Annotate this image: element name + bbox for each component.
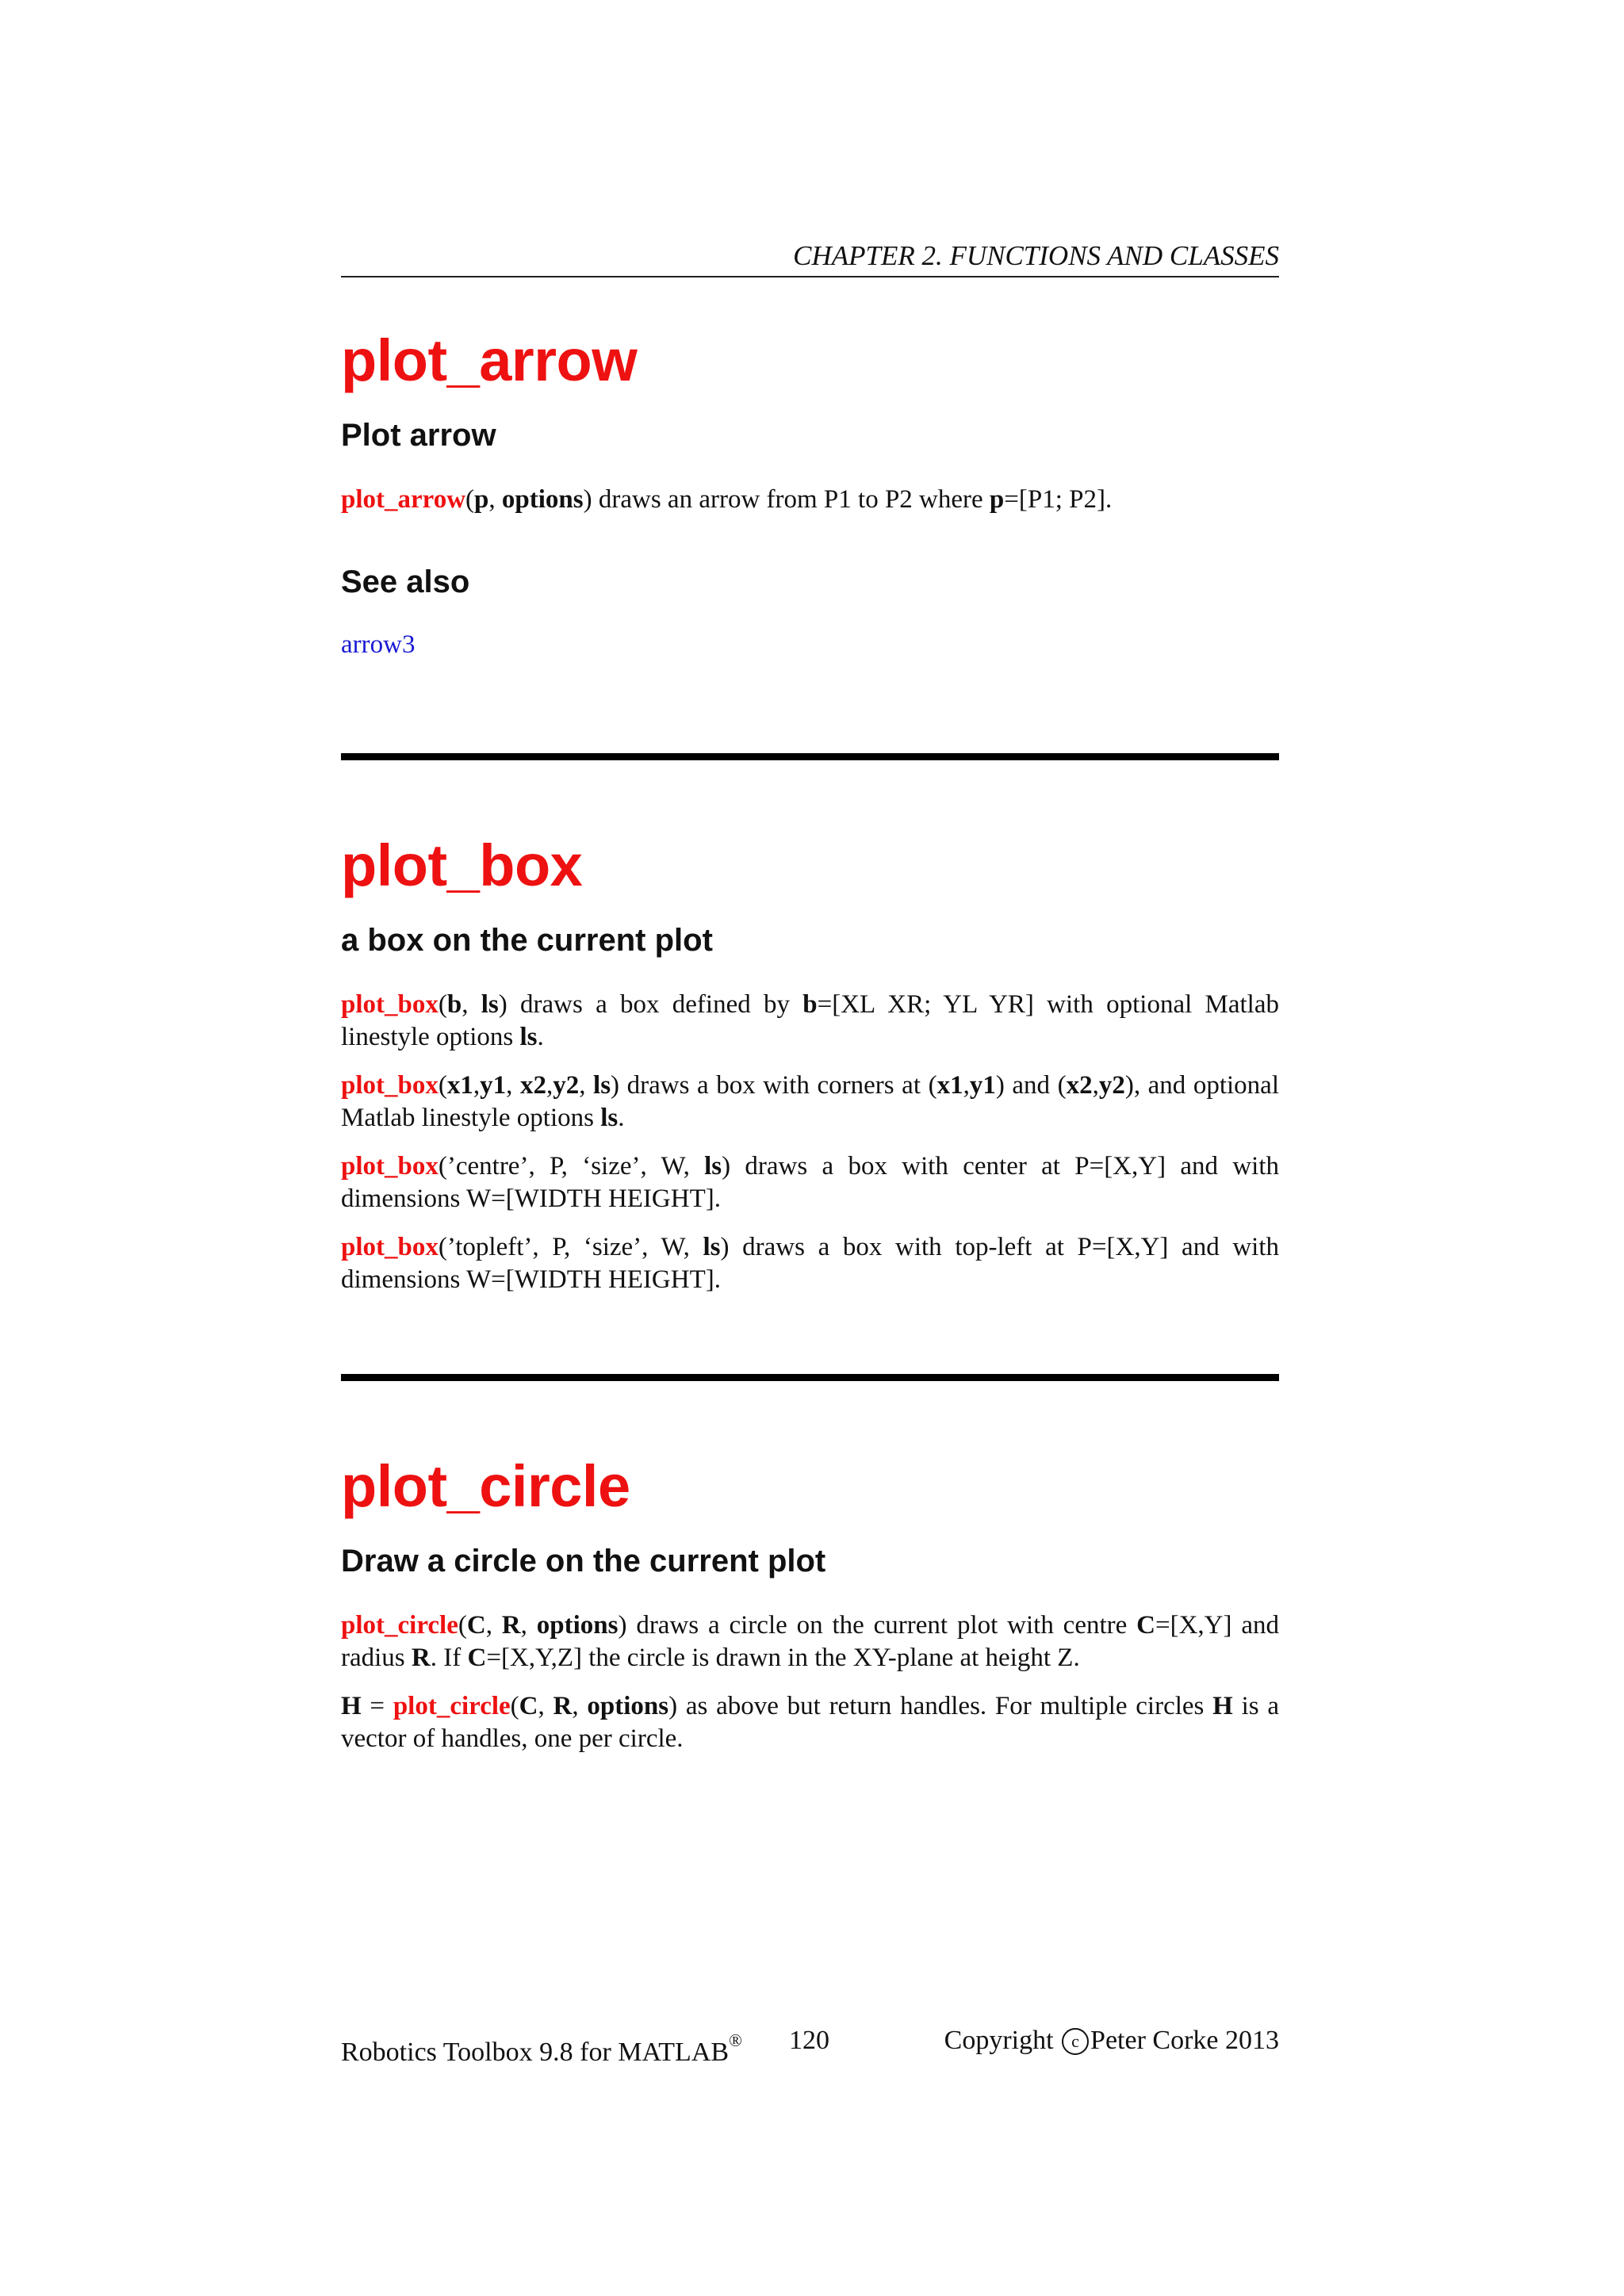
section-plot-arrow <box>341 325 1279 661</box>
description-paragraph: plot_box(’topleft’, P, ‘size’, W, ls) draws a box with top-left at P=[X,Y] and with dimensions W=[WIDTH HEIGHT]. <box>341 1233 1280 1294</box>
section-divider <box>341 1374 1279 1381</box>
function-name: plot_box <box>341 1071 439 1100</box>
footer-title: Robotics Toolbox 9.8 for MATLAB® <box>341 2030 742 2067</box>
copyright-icon: c <box>1062 2028 1089 2055</box>
section-plot-circle <box>341 1451 1279 1755</box>
footer-copyright: Copyright c Peter Corke 2013 <box>944 2026 1279 2055</box>
description-paragraph: plot_box(b, ls) draws a box defined by b=[XL XR; YL YR] with optional Matlab linestyle options ls. <box>341 990 1279 1051</box>
argument: p <box>989 485 1005 514</box>
description-paragraph: plot_box(x1,y1, x2,y2, ls) draws a box with corners at (x1,y1) and (x2,y2), and optional Matlab linestyle options ls. <box>341 1071 1280 1132</box>
function-name: plot_box <box>341 1233 439 1261</box>
description-paragraph: plot_circle(C, R, options) draws a circle on the current plot with centre C=[X,Y] and radius R. If C=[X,Y,Z] the circle is drawn in the XY-plane at height Z. <box>341 1611 1279 1672</box>
description-paragraph: H = plot_circle(C, R, options) as above but return handles. For multiple circles H is a vector of handles, one per circle. <box>341 1692 1280 1753</box>
section-title: plot_box <box>341 832 583 898</box>
section-subtitle: Draw a circle on the current plot <box>341 1544 826 1578</box>
function-name: plot_box <box>341 1152 439 1181</box>
see-also-heading: See also <box>341 564 470 599</box>
function-name: plot_box <box>341 990 439 1019</box>
function-name: plot_circle <box>341 1611 458 1640</box>
section-title: plot_arrow <box>341 327 638 393</box>
description-paragraph: plot_box(’centre’, P, ‘size’, W, ls) draws a box with center at P=[X,Y] and with dimensions W=[WIDTH HEIGHT]. <box>341 1152 1279 1213</box>
section-subtitle: Plot arrow <box>341 418 496 453</box>
argument: options <box>501 485 584 514</box>
section-divider <box>341 753 1279 760</box>
section-plot-box <box>341 830 1279 1296</box>
page-number: 120 <box>789 2026 829 2055</box>
see-also-link-arrow3[interactable]: arrow3 <box>341 630 416 659</box>
section-subtitle: a box on the current plot <box>341 923 713 958</box>
registered-mark: ® <box>729 2030 742 2050</box>
running-head: CHAPTER 2. FUNCTIONS AND CLASSES <box>341 238 1279 277</box>
section-title: plot_circle <box>341 1453 630 1519</box>
argument: p <box>474 485 489 514</box>
function-name: plot_arrow <box>341 485 466 514</box>
description-paragraph: plot_arrow(p, options) draws an arrow from P1 to P2 where p=[P1; P2]. <box>341 485 1113 514</box>
function-name: plot_circle <box>393 1692 511 1720</box>
